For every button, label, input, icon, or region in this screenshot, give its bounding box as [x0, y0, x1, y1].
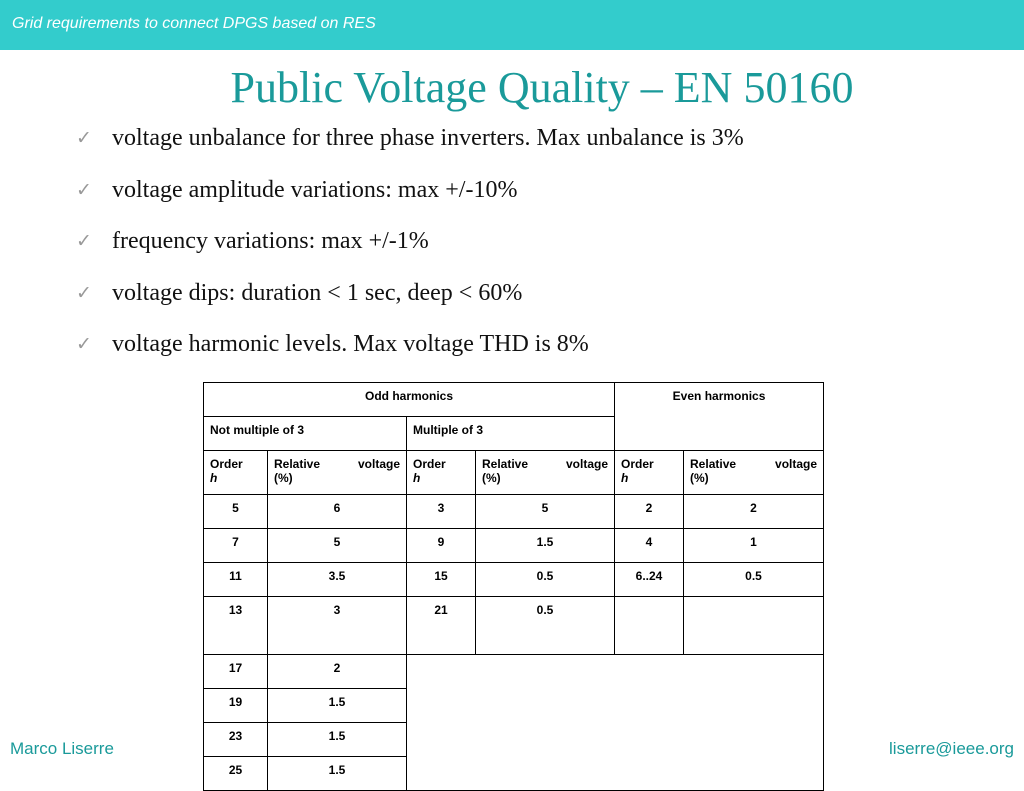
- unit-label: (%): [274, 471, 293, 485]
- odd-value-cell: 1.5: [268, 757, 407, 791]
- order-symbol: h: [210, 471, 218, 485]
- header-text: Grid requirements to connect DPGS based on RES: [12, 15, 376, 32]
- harmonics-table: [203, 382, 824, 791]
- bullet-text: voltage amplitude variations: max +/-10%: [112, 176, 518, 203]
- table-column-header-row: [204, 451, 824, 495]
- footer-email[interactable]: liserre@ieee.org: [889, 739, 1014, 758]
- even-order-cell: 6..24: [615, 563, 684, 597]
- voltage-word: voltage: [566, 457, 609, 471]
- even-order-cell: [615, 597, 684, 655]
- multiple3-value-cell: 0.5: [476, 597, 615, 655]
- bullet-item: [76, 120, 976, 172]
- voltage-word: voltage: [357, 457, 400, 471]
- even-value-cell: [684, 597, 824, 655]
- multiple3-order-cell: 3: [407, 495, 476, 529]
- bullet-text: voltage dips: duration < 1 sec, deep < 60%: [112, 279, 523, 306]
- bullet-item: [76, 172, 976, 224]
- bullet-item: [76, 326, 976, 378]
- multiple3-order-cell: 21: [407, 597, 476, 655]
- voltage-word: voltage: [775, 457, 818, 471]
- odd-value-cell: 2: [268, 655, 407, 689]
- even-harmonics-header: Even harmonics: [615, 383, 824, 451]
- order-label: Order: [210, 457, 243, 471]
- checkmark-icon: ✓: [76, 178, 92, 201]
- table-row: [204, 655, 824, 689]
- checkmark-icon: ✓: [76, 333, 92, 355]
- order-header: [204, 451, 268, 495]
- table-row: [204, 495, 824, 529]
- odd-value-cell: 5: [268, 529, 407, 563]
- table-header-row: [204, 383, 824, 417]
- odd-harmonics-header: Odd harmonics: [204, 383, 615, 417]
- slide-title: Public Voltage Quality – EN 50160: [230, 63, 854, 112]
- header-bar: [0, 0, 1024, 50]
- even-value-cell: 0.5: [684, 563, 824, 597]
- even-order-cell: 2: [615, 495, 684, 529]
- odd-order-cell: 25: [204, 757, 268, 791]
- relative-voltage-header: [268, 451, 407, 495]
- even-value-cell: 1: [684, 529, 824, 563]
- multiple3-value-cell: 0.5: [476, 563, 615, 597]
- odd-value-cell: 1.5: [268, 689, 407, 723]
- even-value-cell: 2: [684, 495, 824, 529]
- odd-order-cell: 23: [204, 723, 268, 757]
- checkmark-icon: ✓: [76, 127, 92, 149]
- odd-order-cell: 17: [204, 655, 268, 689]
- multiple-of-3-header: Multiple of 3: [407, 417, 615, 451]
- relative-word: Relative: [690, 457, 737, 471]
- order-label: Order: [621, 457, 654, 471]
- multiple3-order-cell: 9: [407, 529, 476, 563]
- bullet-text: frequency variations: max +/-1%: [112, 228, 429, 254]
- bullet-item: [76, 275, 976, 327]
- odd-value-cell: 1.5: [268, 723, 407, 757]
- order-symbol: h: [413, 471, 421, 485]
- checkmark-icon: ✓: [76, 281, 92, 304]
- table-row: [204, 597, 824, 655]
- odd-order-cell: 19: [204, 689, 268, 723]
- even-order-cell: 4: [615, 529, 684, 563]
- multiple3-value-cell: 1.5: [476, 529, 615, 563]
- odd-order-cell: 11: [204, 563, 268, 597]
- unit-label: (%): [482, 471, 501, 485]
- odd-value-cell: 6: [268, 495, 407, 529]
- multiple3-order-cell: 15: [407, 563, 476, 597]
- empty-region: [407, 655, 824, 791]
- not-multiple-of-3-header: Not multiple of 3: [204, 417, 407, 451]
- odd-value-cell: 3: [268, 597, 407, 655]
- footer-author: Marco Liserre: [10, 739, 114, 758]
- bullet-text: voltage unbalance for three phase inverters. Max unbalance is 3%: [112, 125, 744, 151]
- order-header: [615, 451, 684, 495]
- bullet-text: voltage harmonic levels. Max voltage THD is 8%: [112, 331, 589, 357]
- bullet-item: [76, 223, 976, 275]
- odd-order-cell: 7: [204, 529, 268, 563]
- odd-order-cell: 5: [204, 495, 268, 529]
- odd-order-cell: 13: [204, 597, 268, 655]
- odd-value-cell: 3.5: [268, 563, 407, 597]
- order-header: [407, 451, 476, 495]
- order-symbol: h: [621, 471, 629, 485]
- checkmark-icon: ✓: [76, 230, 92, 252]
- multiple3-value-cell: 5: [476, 495, 615, 529]
- relative-voltage-header: [476, 451, 615, 495]
- bullet-list: [76, 120, 976, 378]
- order-label: Order: [413, 457, 446, 471]
- table-row: [204, 529, 824, 563]
- unit-label: (%): [690, 471, 709, 485]
- relative-word: Relative: [482, 457, 529, 471]
- relative-word: Relative: [274, 457, 321, 471]
- relative-voltage-header: [684, 451, 824, 495]
- table-row: [204, 563, 824, 597]
